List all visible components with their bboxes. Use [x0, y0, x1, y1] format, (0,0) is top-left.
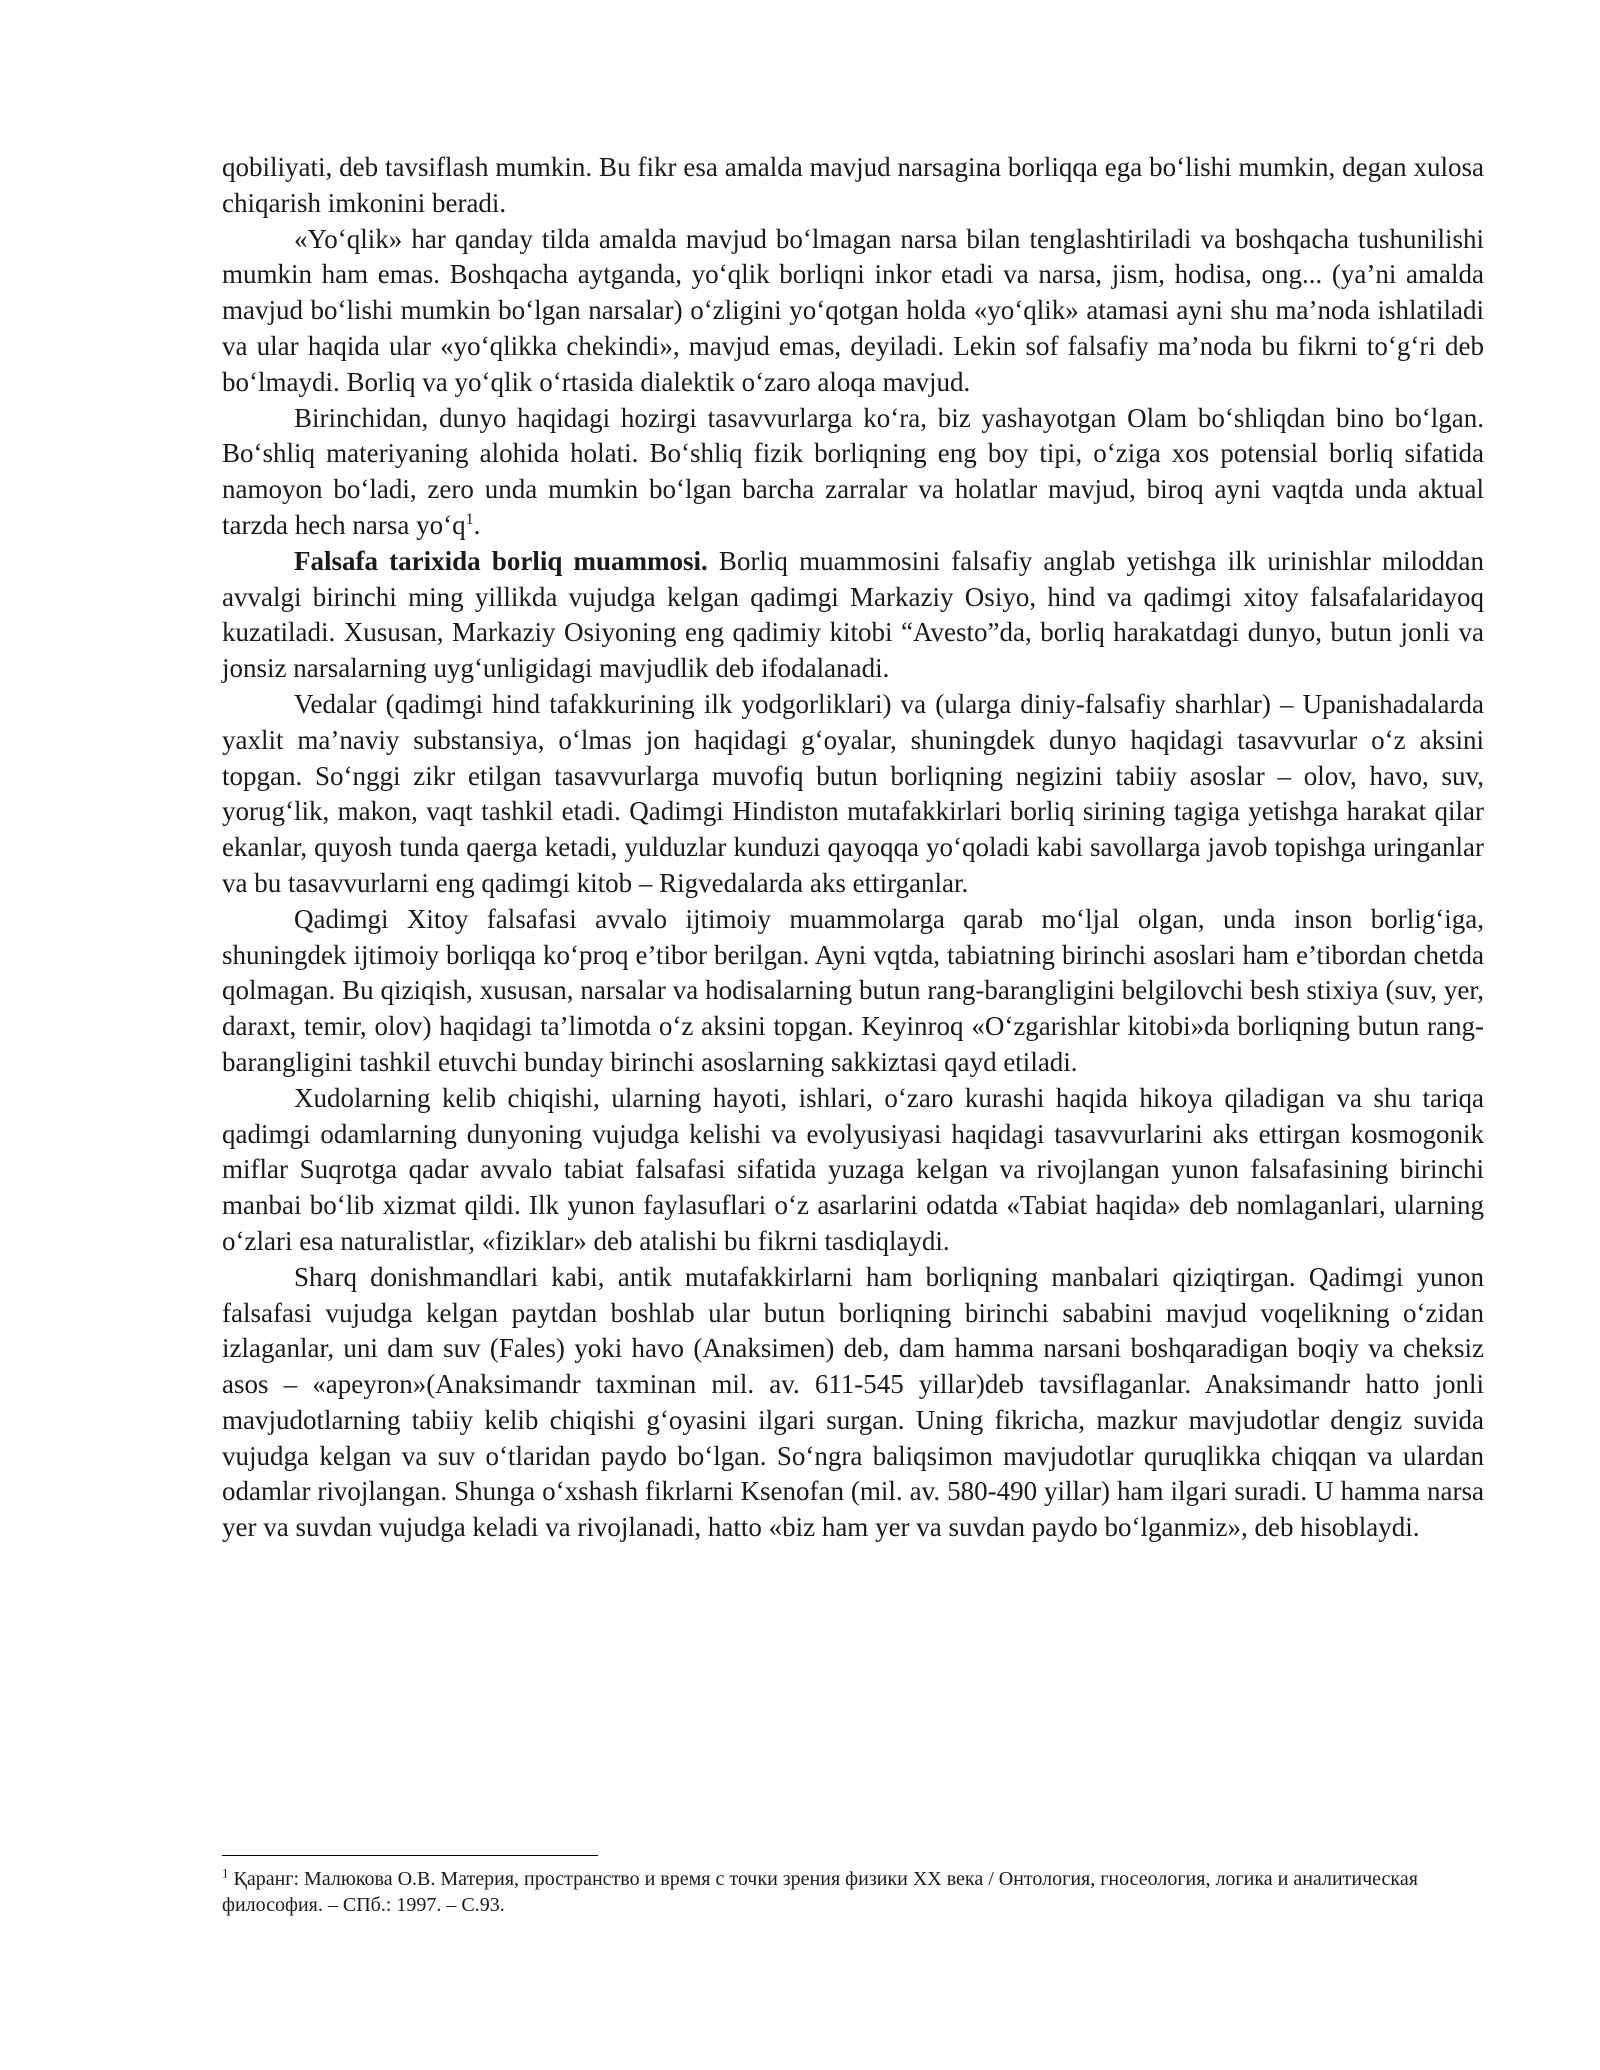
paragraph-1: qobiliyati, deb tavsiflash mumkin. Bu fikr esa amalda mavjud narsagina borliqqa ega bo‘lishi mumkin, degan xulosa chiqarish imkonini beradi.: [222, 152, 1484, 218]
footnote-marker: 1: [222, 1865, 229, 1881]
paragraph-6: Qadimgi Xitoy falsafasi avvalo ijtimoiy muammolarga qarab mo‘ljal olgan, unda inson borlig‘iga, shuningdek ijtimoiy borliqqa ko‘proq e’tibor berilgan. Ayni vqtda, tabiatning birinchi asoslari ham e’tibordan chetda qolmagan. Bu qiziqish, xususan, narsalar va hodisalarning butun rang-barangligini belgilovchi besh stixiya (suv, yer, daraxt, temir, olov) haqidagi ta’limotda o‘z aksini topgan. Keyinroq «O‘zgarishlar kitobi»da borliqning butun rang-barangligini tashkil etuvchi bunday birinchi asoslarning sakkiztasi qayd etiladi.: [222, 903, 1484, 1077]
footnote-text: Қаранг: Малюкова О.В. Материя, пространство и время с точки зрения физики XX века / Онтология, гносеология, логика и аналитическая философия. – СПб.: 1997. – С.93.: [222, 1868, 1418, 1916]
footnote: [222, 1866, 1484, 1918]
footnote-separator: [222, 1855, 598, 1856]
paragraph-7: Xudolarning kelib chiqishi, ularning hayoti, ishlari, o‘zaro kurashi haqida hikoya qiladigan va shu tariqa qadimgi odamlarning dunyoning vujudga kelishi va evolyusiyasi haqidagi tasavvurlarini aks ettirgan kosmogonik miflar Suqrotga qadar avvalo tabiat falsafasi sifatida yuzaga kelgan va rivojlangan yunon falsafasining birinchi manbai bo‘lib xizmat qildi. Ilk yunon faylasuflari o‘z asarlarini odatda «Tabiat haqida» deb nomlaganlari, ularning o‘zlari esa naturalistlar, «fiziklar» deb atalishi bu fikrni tasdiqlaydi.: [222, 1082, 1484, 1256]
paragraph-5: Vedalar (qadimgi hind tafakkurining ilk yodgorliklari) va (ularga diniy-falsafiy sharhlar) – Upanishadalarda yaxlit ma’naviy substansiya, o‘lmas jon haqidagi g‘oyalar, shuningdek dunyo haqidagi tasavvurlar o‘z aksini topgan. So‘nggi zikr etilgan tasavvurlarga muvofiq butun borliqning negizini tabiiy asoslar – olov, havo, suv, yorug‘lik, makon, vaqt tashkil etadi. Qadimgi Hindiston mutafakkirlari borliq sirining tagiga yetishga harakat qilar ekanlar, quyosh tunda qaerga ketadi, yulduzlar kunduzi qayoqqa yo‘qoladi kabi savollarga javob topishga uringanlar va bu tasavvurlarni eng qadimgi kitob – Rigvedalarda aks ettirganlar.: [222, 688, 1484, 898]
paragraph-4: Falsafa tarixida borliq muammosi. Borliq muammosini falsafiy anglab yetishga ilk urinishlar miloddan avvalgi birinchi ming yillikda vujudga kelgan qadimgi Markaziy Osiyo, hind va qadimgi xitoy falsafalaridayoq kuzatiladi. Xususan, Markaziy Osiyoning eng qadimiy kitobi “Avesto”da, borliq harakatdagi dunyo, butun jonli va jonsiz narsalarning uyg‘unligidagi mavjudlik deb ifodalanadi.: [222, 545, 1484, 684]
document-body: [222, 150, 1484, 1546]
footnote-reference[interactable]: 1: [465, 510, 474, 528]
paragraph-8: Sharq donishmandlari kabi, antik mutafakkirlarni ham borliqning manbalari qiziqtirgan. Qadimgi yunon falsafasi vujudga kelgan paytdan boshlab ular butun borliqning birinchi sababini mavjud voqelikning o‘zidan izlaganlar, uni dam suv (Fales) yoki havo (Anaksimen) deb, dam hamma narsani boshqaradigan boqiy va cheksiz asos – «apeyron»(Anaksimandr taxminan mil. av. 611-545 yillar)deb tavsiflaganlar. Anaksimandr hatto jonli mavjudotlarning tabiiy kelib chiqishi g‘oyasini ilgari surgan. Uning fikricha, mazkur mavjudotlar dengiz suvida vujudga kelgan va suv o‘tlaridan paydo bo‘lgan. So‘ngra baliqsimon mavjudotlar quruqlikka chiqqan va ulardan odamlar rivojlangan. Shunga o‘xshash fikrlarni Ksenofan (mil. av. 580-490 yillar) ham ilgari suradi. U hamma narsa yer va suvdan vujudga keladi va rivojlanadi, hatto «biz ham yer va suvdan paydo bo‘lganmiz», deb hisoblaydi.: [222, 1261, 1484, 1543]
paragraph-3: Birinchidan, dunyo haqidagi hozirgi tasavvurlarga ko‘ra, biz yashayotgan Olam bo‘shliqdan bino bo‘lgan. Bo‘shliq materiyaning alohida holati. Bo‘shliq fizik borliqning eng boy tipi, o‘ziga xos potensial borliq sifatida namoyon bo‘ladi, zero unda mumkin bo‘lgan barcha zarralar va holatlar mavjud, biroq ayni vaqtda unda aktual tarzda hech narsa $yo‘q^1$.: [222, 402, 1484, 540]
section-heading: Falsafa tarixida borliq muammosi.: [294, 545, 708, 576]
paragraph-2: «Yo‘qlik» har qanday tilda amalda mavjud bo‘lmagan narsa bilan tenglashtiriladi va boshqacha tushunilishi mumkin ham emas. Boshqacha aytganda, yo‘qlik borliqni inkor etadi va narsa, jism, hodisa, ong... (ya’ni amalda mavjud bo‘lishi mumkin bo‘lgan narsalar) o‘zligini yo‘qotgan holda «yo‘qlik» atamasi ayni shu ma’noda ishlatiladi va ular haqida ular «yo‘qlikka chekindi», mavjud emas, deyiladi. Lekin sof falsafiy ma’noda bu fikrni to‘g‘ri deb bo‘lmaydi. Borliq va yo‘qlik o‘rtasida dialektik o‘zaro aloqa mavjud.: [222, 223, 1484, 397]
